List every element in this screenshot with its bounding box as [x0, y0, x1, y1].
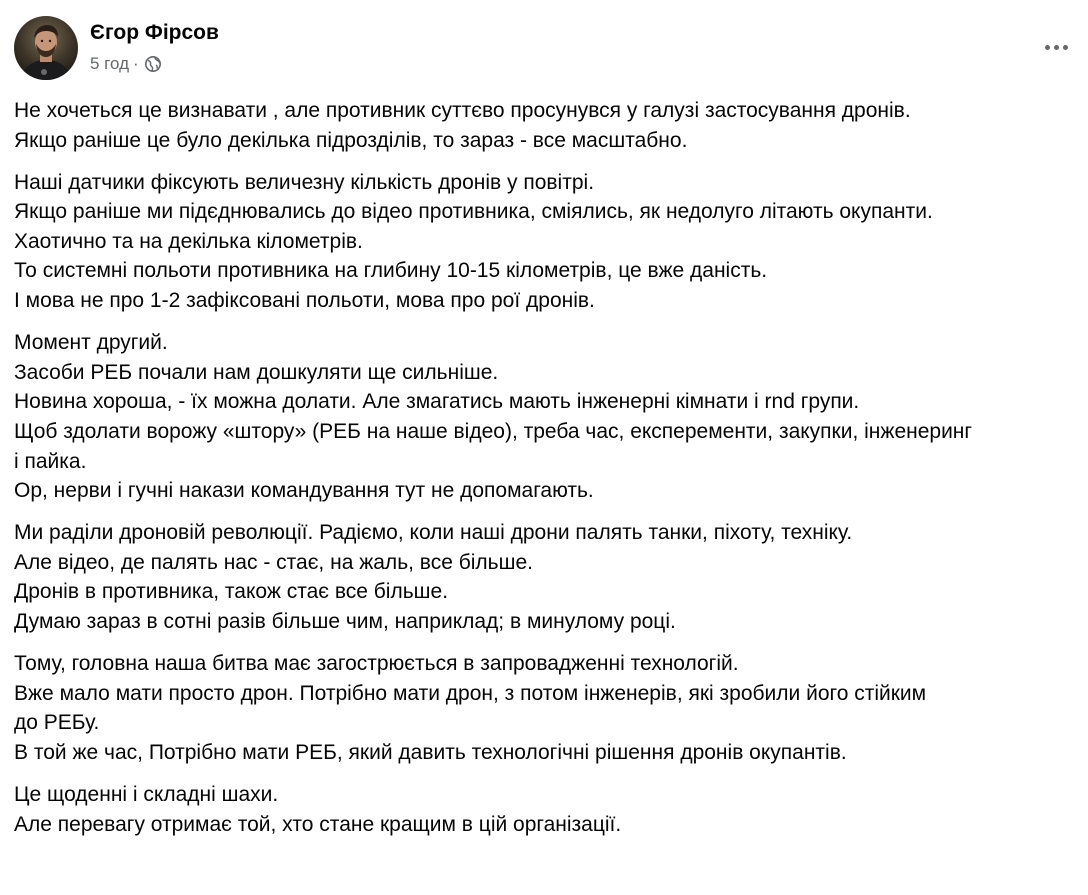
- post-header: [14, 16, 1074, 82]
- post-text-line: Хаотично та на декілька кілометрів.: [14, 229, 363, 253]
- post-text-line: Новина хороша, - їх можна долати. Але змагатись мають інженерні кімнати і rnd групи.: [14, 390, 860, 414]
- post-text-line: Якщо раніше це було декілька підрозділів, то зараз - все масштабно.: [14, 128, 688, 152]
- post-text-line: То системні польоти противника на глибину 10-15 кілометрів, це вже даність.: [14, 259, 768, 283]
- globe-icon[interactable]: [144, 55, 162, 73]
- post-text-line: Вже мало мати просто дрон. Потрібно мати дрон, з потом інженерів, які зробили його стійким: [14, 681, 927, 705]
- post-time[interactable]: 5 год: [90, 54, 130, 73]
- post-paragraph: [14, 168, 1088, 316]
- post-paragraph: [14, 518, 1088, 636]
- post-text-line: Ор, нерви і гучні накази командування тут не допомагають.: [14, 479, 594, 503]
- post-paragraph: [14, 96, 1088, 155]
- more-options-icon[interactable]: [1038, 34, 1074, 60]
- post-text-line: Щоб здолати ворожу «штору» (РЕБ на наше відео), треба час, експеременти, закупки, інженеринг: [14, 419, 973, 443]
- post-paragraph: [14, 649, 1088, 767]
- author-name[interactable]: Єгор Фірсов: [90, 21, 219, 44]
- post-text-line: до РЕБу.: [14, 711, 100, 735]
- author-avatar[interactable]: [14, 16, 78, 80]
- post-text-line: І мова не про 1-2 зафіксовані польоти, мова про рої дронів.: [14, 289, 595, 313]
- post-text-line: Тому, головна наша битва має загострюється в запровадженні технологій.: [14, 652, 739, 676]
- post-paragraph: [14, 780, 1088, 839]
- post-text-line: Це щоденні і складні шахи.: [14, 782, 279, 806]
- avatar-image: [14, 16, 78, 80]
- post-text-line: Дронів в противника, також стає все більше.: [14, 580, 449, 604]
- post-text-line: Але перевагу отримає той, хто стане кращим в цій організації.: [14, 812, 622, 836]
- more-dot: [1045, 45, 1050, 50]
- post-text-line: Думаю зараз в сотні разів більше чим, наприклад; в минулому році.: [14, 610, 676, 633]
- post-paragraph: [14, 328, 1088, 506]
- post-text-line: В той же час, Потрібно мати РЕБ, який давить технологічні рішення дронів окупантів.: [14, 740, 847, 764]
- post-text-line: Ми раділи дроновій революції. Радіємо, коли наші дрони палять танки, піхоту, техніку.: [14, 521, 853, 545]
- post-text-line: і пайка.: [14, 449, 87, 473]
- post-meta: [90, 53, 162, 75]
- meta-separator: ·: [133, 54, 139, 73]
- post-text-line: Наші датчики фіксують величезну кількість дронів у повітрі.: [14, 170, 595, 194]
- post-text-line: Засоби РЕБ почали нам дошкуляти ще сильніше.: [14, 360, 499, 384]
- post-text-line: Момент другий.: [14, 331, 168, 355]
- post-text-line: Не хочеться це визнавати , але противник суттєво просунувся у галузі застосування дронів.: [14, 99, 911, 122]
- post-body: [14, 96, 1088, 852]
- post-text-line: Але відео, де палять нас - стає, на жаль, все більше.: [14, 550, 533, 574]
- post-text-line: Якщо раніше ми підєднювались до відео противника, сміялись, як недолуго літають окупанти.: [14, 200, 933, 224]
- more-dot: [1054, 45, 1059, 50]
- more-dot: [1063, 45, 1068, 50]
